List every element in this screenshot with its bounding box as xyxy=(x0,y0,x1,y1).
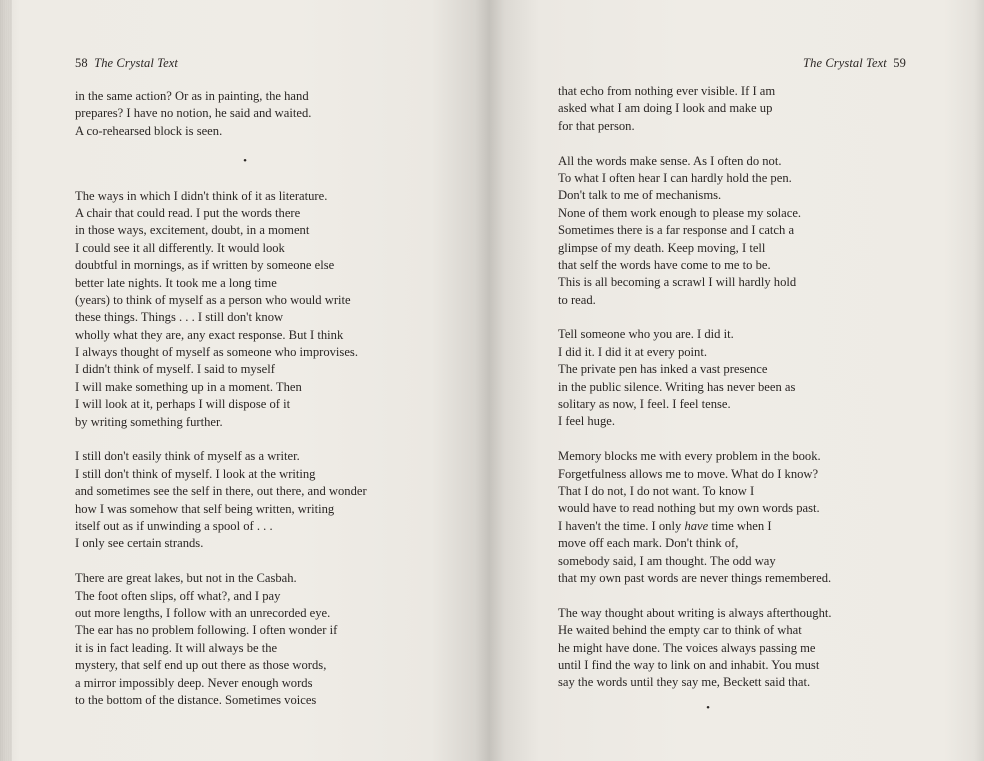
left-text-block xyxy=(75,88,415,727)
text-line: I still don't easily think of myself as a writer. xyxy=(75,449,300,464)
text-line: None of them work enough to please my solace. xyxy=(558,205,802,220)
right-text-block xyxy=(558,83,858,717)
text-line: wholly what they are, any exact response. But I think xyxy=(75,327,344,342)
text-line: move off each mark. Don't think of, xyxy=(558,536,739,551)
text-line: All the words make sense. As I often do not. xyxy=(558,153,782,168)
text-line: The private pen has inked a vast presence xyxy=(558,362,768,377)
text-line: for that person. xyxy=(558,118,635,133)
text-line: these things. Things . . . I still don't know xyxy=(75,310,284,325)
text-line: a mirror impossibly deep. Never enough words xyxy=(75,675,313,690)
text-line-with-emphasis xyxy=(558,518,858,535)
text-line: somebody said, I am thought. The odd way xyxy=(558,553,776,568)
right-stanza-5 xyxy=(558,605,858,692)
right-stanza-1 xyxy=(558,83,858,135)
text-line: Don't talk to me of mechanisms. xyxy=(558,188,722,203)
section-ornament: • xyxy=(243,155,247,168)
left-page-number: 58 xyxy=(75,56,88,70)
page-edges xyxy=(0,0,12,761)
text-line: in the same action? Or as in painting, the hand xyxy=(75,89,309,103)
text-line: This is all becoming a scrawl I will hardly hold xyxy=(558,275,797,290)
text-line: asked what I am doing I look and make up xyxy=(558,101,773,116)
text-line: solitary as now, I feel. I feel tense. xyxy=(558,397,731,412)
text-line: I still don't think of myself. I look at the writing xyxy=(75,466,316,481)
text-line: in the public silence. Writing has never been as xyxy=(558,379,796,394)
text-line: in those ways, excitement, doubt, in a moment xyxy=(75,223,310,238)
text-line: I feel huge. xyxy=(558,414,615,429)
text-line: that my own past words are never things remembered. xyxy=(558,570,832,585)
text-line: The ways in which I didn't think of it as literature. xyxy=(75,188,328,203)
left-opening-stanza xyxy=(75,88,415,140)
text-line: until I find the way to link on and inhabit. You must xyxy=(558,657,820,672)
text-line: prepares? I have no notion, he said and waited. xyxy=(75,106,312,121)
text-line: Sometimes there is a far response and I catch a xyxy=(558,223,795,238)
text-line: I could see it all differently. It would look xyxy=(75,240,285,255)
text-line: it is in fact leading. It will always be the xyxy=(75,640,278,655)
text-line: He waited behind the empty car to think of what xyxy=(558,623,802,638)
left-stanza-2 xyxy=(75,448,415,552)
text-line: A co-rehearsed block is seen. xyxy=(75,123,223,138)
text-line: I only see certain strands. xyxy=(75,536,204,551)
text-line: itself out as if unwinding a spool of . . . xyxy=(75,518,273,533)
line-segment: time when I xyxy=(708,518,772,533)
text-line: I will make something up in a moment. Then xyxy=(75,379,302,394)
left-book-title: The Crystal Text xyxy=(94,56,178,70)
text-line: (years) to think of myself as a person who would write xyxy=(75,292,351,307)
text-line: to the bottom of the distance. Sometimes voices xyxy=(75,692,317,707)
text-line: Forgetfulness allows me to move. What do I know? xyxy=(558,466,819,481)
text-line: Tell someone who you are. I did it. xyxy=(558,327,734,342)
text-line: doubtful in mornings, as if written by someone else xyxy=(75,258,335,273)
text-line: That I do not, I do not want. To know I xyxy=(558,483,755,498)
right-stanza-2 xyxy=(558,153,858,310)
text-line: by writing something further. xyxy=(75,414,223,429)
text-line: and sometimes see the self in there, out there, and wonder xyxy=(75,484,367,499)
text-line: The way thought about writing is always afterthought. xyxy=(558,605,832,620)
text-line: I will look at it, perhaps I will dispose of it xyxy=(75,397,291,412)
text-line: that echo from nothing ever visible. If I am xyxy=(558,84,776,98)
left-stanza-3 xyxy=(75,570,415,709)
left-running-head xyxy=(75,56,178,71)
text-line: he might have done. The voices always passing me xyxy=(558,640,816,655)
text-line: to read. xyxy=(558,292,596,307)
text-line: how I was somehow that self being written, writing xyxy=(75,501,335,516)
section-ornament: • xyxy=(706,701,710,714)
right-stanza-3 xyxy=(558,326,858,430)
text-line: better late nights. It took me a long time xyxy=(75,275,277,290)
right-running-head xyxy=(803,56,906,71)
text-line: There are great lakes, but not in the Casbah. xyxy=(75,571,297,586)
text-line: To what I often hear I can hardly hold the pen. xyxy=(558,170,792,185)
text-line: Memory blocks me with every problem in the book. xyxy=(558,449,821,464)
text-line: glimpse of my death. Keep moving, I tell xyxy=(558,240,766,255)
left-stanza-1 xyxy=(75,188,415,431)
text-line: out more lengths, I follow with an unrecorded eye. xyxy=(75,605,331,620)
text-line: The ear has no problem following. I often wonder if xyxy=(75,623,338,638)
text-line: A chair that could read. I put the words there xyxy=(75,205,301,220)
right-page xyxy=(490,0,984,761)
text-line: I didn't think of myself. I said to myself xyxy=(75,362,275,377)
text-line: The foot often slips, off what?, and I pay xyxy=(75,588,281,603)
text-line: would have to read nothing but my own words past. xyxy=(558,501,820,516)
line-segment: I haven't the time. I only xyxy=(558,518,685,533)
text-line: mystery, that self end up out there as those words, xyxy=(75,658,327,673)
emphasized-word: have xyxy=(684,518,709,533)
text-line: I did it. I did it at every point. xyxy=(558,344,707,359)
left-page xyxy=(0,0,490,761)
right-page-number: 59 xyxy=(893,56,906,70)
text-line: I always thought of myself as someone who improvises. xyxy=(75,345,358,360)
text-line: say the words until they say me, Beckett said that. xyxy=(558,675,811,690)
right-stanza-4 xyxy=(558,448,858,587)
right-book-title: The Crystal Text xyxy=(803,56,887,70)
text-line: that self the words have come to me to be. xyxy=(558,257,771,272)
